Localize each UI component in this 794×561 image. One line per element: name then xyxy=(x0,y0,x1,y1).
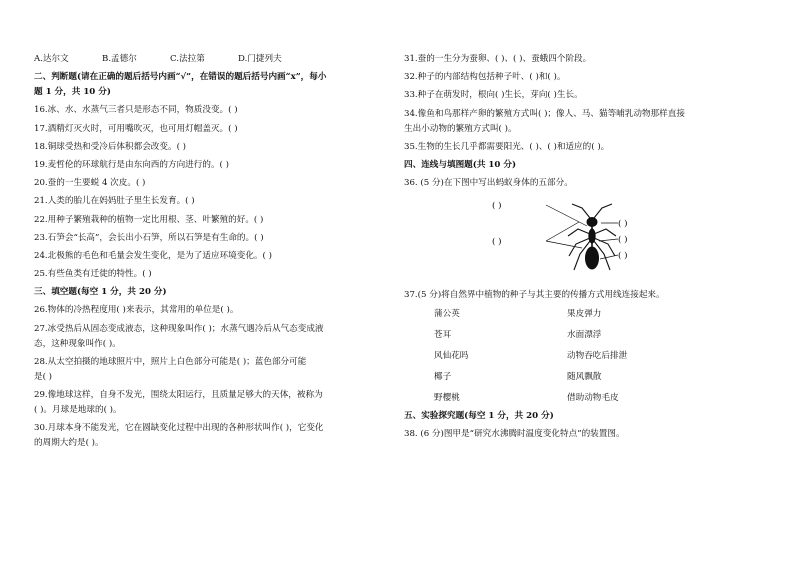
question-27-line1: 27.冰受热后从固态变成液态，这种现象叫作( )；水蒸气遇冷后从气态变成液 xyxy=(34,323,324,334)
q15-option-c[interactable]: C.法拉第 xyxy=(170,54,205,64)
section4-title: 四、连线与填图题(共 10 分) xyxy=(404,159,517,170)
question-27-line2: 态，这种现象叫作( )。 xyxy=(34,338,121,349)
question-37: 37.(5 分)将自然界中植物的种子与其主要的传播方式用线连接起来。 xyxy=(404,290,665,301)
left-column xyxy=(34,54,392,456)
question-19: 19.麦哲伦的环球航行是由东向西的方向进行的。( ) xyxy=(34,159,229,170)
ant-blank-right-2[interactable]: ( ) xyxy=(618,235,628,246)
question-33: 33.种子在萌发时，根向( )生长，芽向( )生长。 xyxy=(404,90,583,101)
plant-item[interactable]: 苍耳 xyxy=(434,329,452,340)
question-34-line2: 生出小动物的繁殖方式叫( )。 xyxy=(404,123,517,134)
plant-item[interactable]: 野樱桃 xyxy=(434,392,460,403)
question-34-line1: 34.像鱼和鸟那样产卵的繁殖方式叫( )；像人、马、猫等哺乳动物那样直接 xyxy=(404,108,685,119)
question-29-line2: ( )。月球是地球的( )。 xyxy=(34,405,122,415)
ant-blank-left-1[interactable]: ( ) xyxy=(492,201,502,212)
question-17: 17.酒精灯灭火时，可用嘴吹灭，也可用灯帽盖灭。( ) xyxy=(34,123,238,134)
method-item[interactable]: 动物吞吃后排泄 xyxy=(567,350,628,361)
method-item[interactable]: 随风飘散 xyxy=(567,371,602,382)
matching-row xyxy=(434,330,770,340)
method-item[interactable]: 借助动物毛皮 xyxy=(567,392,619,403)
plant-item[interactable]: 风仙花吗 xyxy=(434,350,469,361)
section2-title-line1: 二、判断题(请在正确的题后括号内画“√”，在错误的题后括号内画“x”，每小 xyxy=(34,72,327,83)
ant-blank-right-1[interactable]: ( ) xyxy=(618,219,628,230)
right-column xyxy=(404,54,770,447)
ant-blank-right-3[interactable]: ( ) xyxy=(618,251,628,262)
question-28-line1: 28.从太空拍摄的地球照片中，照片上白色部分可能是( )；蓝色部分可能 xyxy=(34,356,307,367)
question-29-line1: 29.像地球这样，自身不发光，围绕太阳运行，且质量足够大的天体，被称为 xyxy=(34,390,323,400)
matching-row xyxy=(434,372,770,382)
plant-item[interactable]: 椰子 xyxy=(434,371,452,382)
q15-option-b[interactable]: B.孟德尔 xyxy=(102,54,137,64)
q15-option-a[interactable]: A.达尔文 xyxy=(34,54,69,64)
method-item[interactable]: 果皮弹力 xyxy=(567,308,602,319)
question-21: 21.人类的胎儿在妈妈肚子里生长发育。( ) xyxy=(34,196,195,207)
ant-illustration xyxy=(404,196,770,274)
section3-title: 三、填空题(每空 1 分，共 20 分) xyxy=(34,287,167,298)
question-31: 31.蚕的一生分为蚕卵、( )、( )、蚕蛾四个阶段。 xyxy=(404,54,592,64)
question-38: 38. (6 分)图甲是“研究水沸腾时温度变化特点”的装置图。 xyxy=(404,428,625,439)
q15-option-d[interactable]: D.门捷列夫 xyxy=(238,54,282,64)
question-25: 25.有些鱼类有迁徙的特性。( ) xyxy=(34,269,152,280)
matching-pairs xyxy=(434,309,770,419)
question-28-line2: 是( ) xyxy=(34,371,53,382)
question-22: 22.用种子繁殖栽种的植物一定比用根、茎、叶繁殖的好。( ) xyxy=(34,214,264,225)
question-30-line2: 的周期大约是( )。 xyxy=(34,438,104,449)
question-26: 26.物体的冷热程度用( )来表示，其常用的单位是( )。 xyxy=(34,305,239,316)
question-24: 24.北极熊的毛色和毛量会发生变化，是为了适应环境变化。( ) xyxy=(34,250,272,261)
matching-row xyxy=(434,309,770,319)
ant-blank-left-2[interactable]: ( ) xyxy=(492,237,502,248)
question-30-line1: 30.月球本身不能发光，它在圆缺变化过程中出现的各种形状叫作( )，它变化 xyxy=(34,423,324,434)
question-23: 23.石笋会“长高”，会长出小石笋，所以石笋是有生命的。( ) xyxy=(34,232,264,243)
question-16: 16.冰、水、水蒸气三者只是形态不同，物质没变。( ) xyxy=(34,105,238,116)
section5-title: 五、实验探究题(每空 1 分，共 20 分) xyxy=(404,410,554,421)
matching-row xyxy=(434,351,770,361)
question-18: 18.铜球受热和受冷后体积都会改变。( ) xyxy=(34,141,187,152)
ant-diagram xyxy=(404,196,770,274)
matching-row xyxy=(434,393,770,403)
section2-title-line2: 题 1 分，共 10 分) xyxy=(34,87,111,98)
plant-item[interactable]: 蒲公英 xyxy=(434,308,460,319)
method-item[interactable]: 水面漂浮 xyxy=(567,329,602,340)
question-35: 35.生物的生长几乎都需要阳光、( )、( )和适应的( )。 xyxy=(404,141,610,152)
q15-options xyxy=(34,54,392,64)
question-20: 20.蚕的一生要蜕 4 次皮。( ) xyxy=(34,178,146,189)
question-36: 36. (5 分)在下图中写出蚂蚁身体的五部分。 xyxy=(404,178,573,189)
question-32: 32.种子的内部结构包括种子叶、( )和( )。 xyxy=(404,72,566,83)
